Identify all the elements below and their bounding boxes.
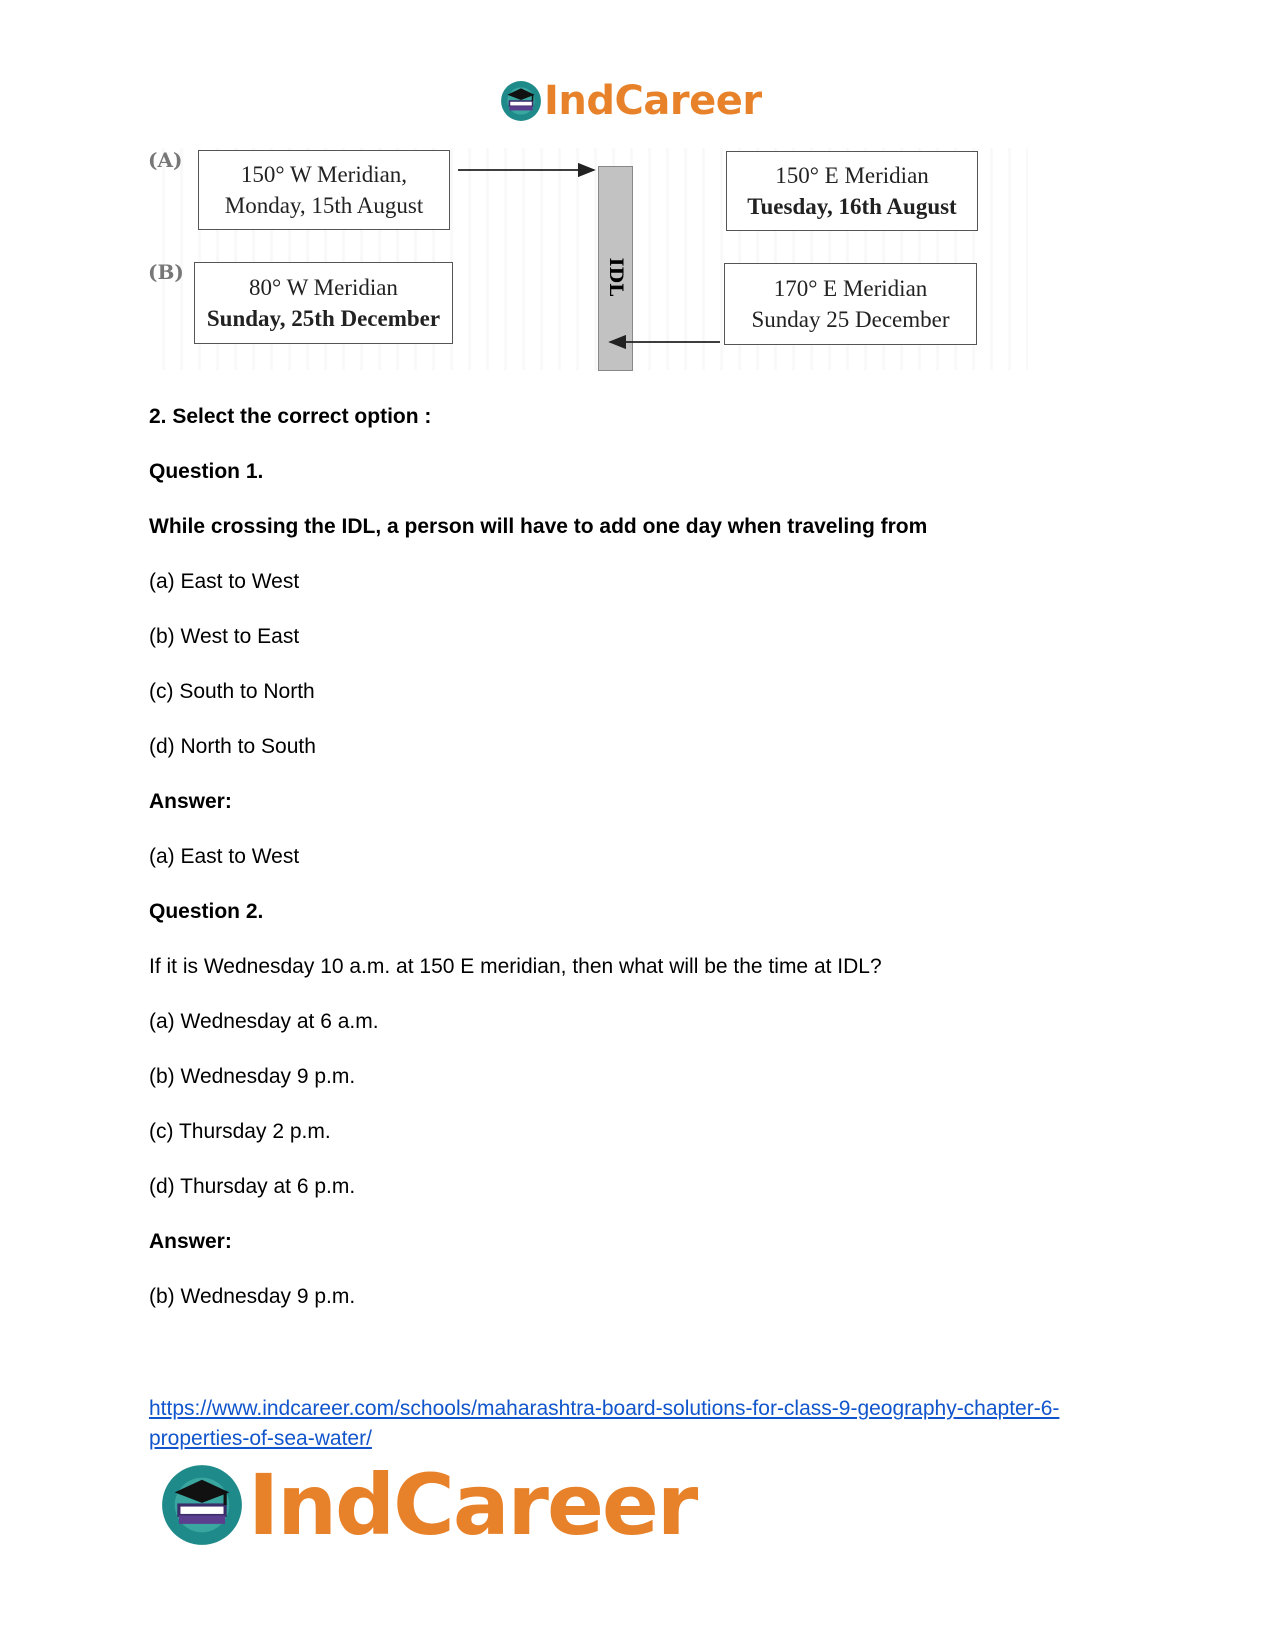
question-2-answer-label: Answer: [149,1230,232,1253]
row-b-left-line2: Sunday, 25th December [206,306,441,331]
question-2-option-b: (b) Wednesday 9 p.m. [149,1065,356,1088]
diagram-arrows [148,148,1028,370]
question-1-answer: (a) East to West [149,845,300,868]
row-b-left-line1: 80° W Meridian [249,275,398,300]
logo-wordmark: IndCareer [544,78,762,124]
section-title: 2. Select the correct option : [149,405,432,428]
question-1-heading: Question 1. [149,460,264,483]
question-content [149,405,1129,1340]
footer-logo [160,1456,696,1554]
row-a-right-line1: 150° E Meridian [775,163,929,188]
question-1-option-c: (c) South to North [149,680,315,703]
idl-diagram [148,148,1028,370]
row-a-left-line1: 150° W Meridian, [240,162,408,187]
question-2-option-d: (d) Thursday at 6 p.m. [149,1175,356,1198]
question-1-option-a: (a) East to West [149,570,300,593]
logo-wordmark: IndCareer [248,1456,697,1554]
question-2-answer: (b) Wednesday 9 p.m. [149,1285,356,1308]
question-2-option-a: (a) Wednesday at 6 a.m. [149,1010,379,1033]
row-a-right-line2: Tuesday, 16th August [747,194,957,219]
question-2-option-c: (c) Thursday 2 p.m. [149,1120,331,1143]
graduation-book-logo-icon [500,80,542,122]
row-b-right-line1: 170° E Meridian [773,276,928,301]
question-1-option-b: (b) West to East [149,625,300,648]
source-link[interactable]: https://www.indcareer.com/schools/maharashtra-board-solutions-for-class-9-geography-chapter-6-properties-of-sea-water/ [149,1397,1060,1450]
idl-label: IDL [604,257,627,297]
row-b-tag: (B) [148,260,184,284]
row-b-right-line2: Sunday 25 December [751,307,950,332]
row-a-left-line2: Monday, 15th August [224,193,424,218]
header-logo [500,78,762,124]
row-a-tag: (A) [148,148,183,172]
graduation-book-logo-icon [160,1463,244,1547]
question-1-text: While crossing the IDL, a person will have to add one day when traveling from [149,515,928,538]
question-1-option-d: (d) North to South [149,735,316,758]
question-2-text: If it is Wednesday 10 a.m. at 150 E meridian, then what will be the time at IDL? [149,955,882,978]
question-1-answer-label: Answer: [149,790,232,813]
question-2-heading: Question 2. [149,900,264,923]
